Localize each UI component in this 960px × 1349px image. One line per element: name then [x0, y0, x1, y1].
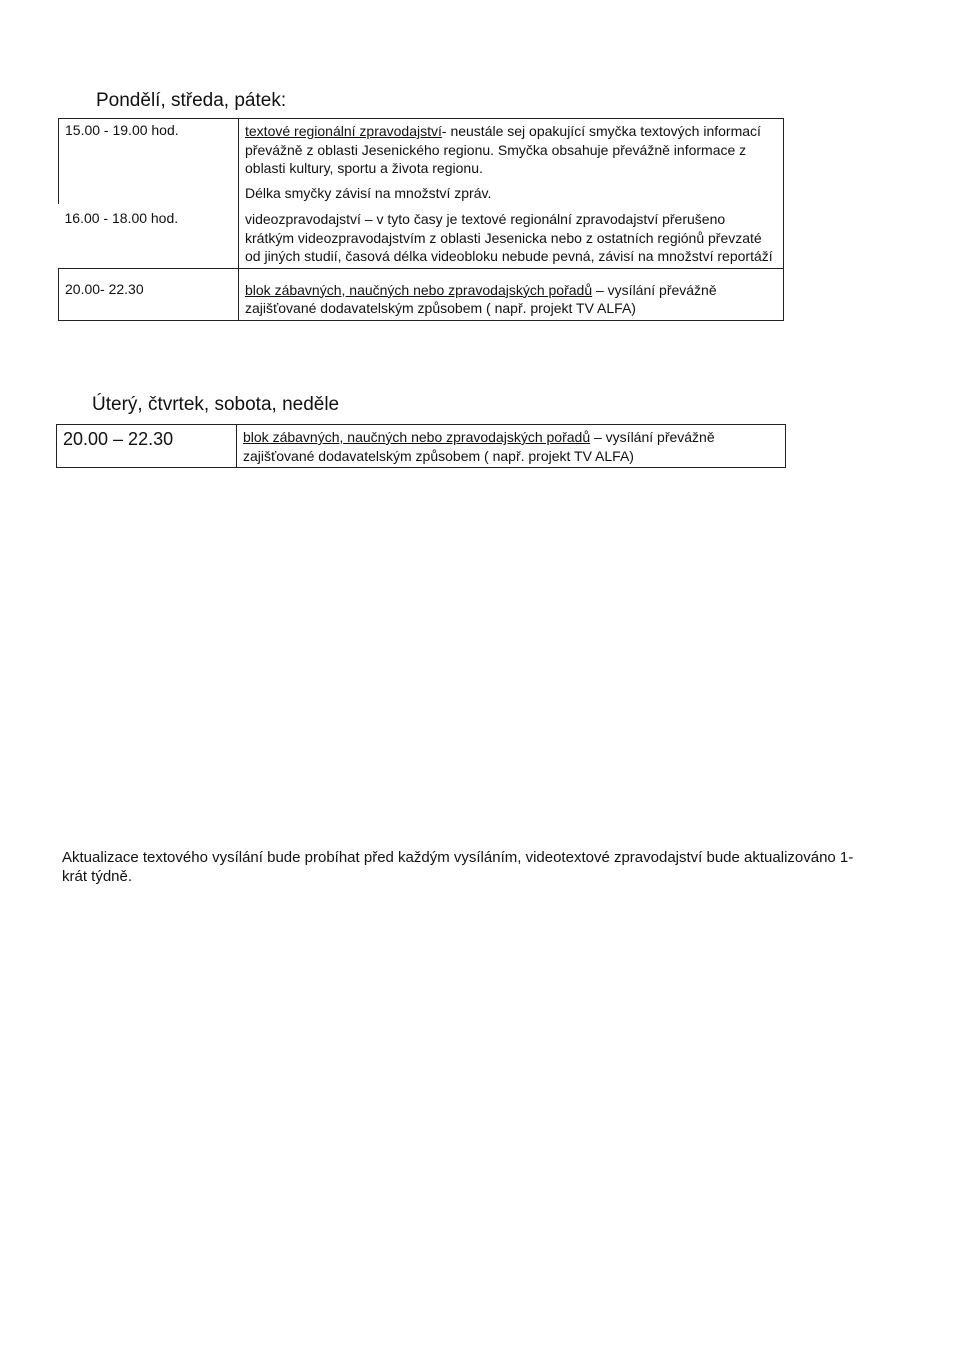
- row-title: blok zábavných, naučných nebo zpravodajských pořadů: [243, 429, 591, 445]
- weekend-schedule-table: [56, 424, 786, 468]
- table-row: [59, 204, 784, 268]
- weekdays-schedule-table: [58, 118, 784, 321]
- table-row: [59, 268, 784, 320]
- row-time: 20.00 – 22.30: [57, 425, 237, 468]
- heading-weekend: Úterý, čtvrtek, sobota, neděle: [92, 394, 340, 415]
- row-title: textové regionální zpravodajství: [245, 123, 442, 139]
- row-time: 20.00- 22.30: [59, 268, 239, 320]
- table-row: [59, 119, 784, 205]
- row-text: – vysílání převážně zajišťované dodavatelským způsobem ( např. projekt TV ALFA): [243, 429, 715, 464]
- row-text: – vysílání převážně zajišťované dodavatelským způsobem ( např. projekt TV ALFA): [245, 281, 717, 316]
- row-text: - neustále sej opakující smyčka textových informací převážně z oblasti Jesenického regionu. Smyčka obsahuje převážně informace z oblasti kultury, sportu a života regionu.: [245, 123, 761, 176]
- row-title: blok zábavných, naučných nebo zpravodajských pořadů: [245, 281, 593, 298]
- row-description: [237, 425, 786, 468]
- row-text: videozpravodajství – v tyto časy je textové regionální zpravodajství přerušeno krátkým videozpravodajstvím z oblasti Jesenicka nebo z ostatních regiónů převzaté od jiných studií, časová délka videobloku nebude pevná, závisí na množství reportáží: [245, 211, 773, 264]
- row-description: [239, 119, 784, 205]
- footer-note: Aktualizace textového vysílání bude probíhat před každým vysíláním, videotextové zpravodajství bude aktualizováno 1-krát týdně.: [62, 849, 854, 885]
- row-extra: Délka smyčky závisí na množství zpráv.: [245, 184, 492, 201]
- heading-weekdays: Pondělí, středa, pátek:: [96, 90, 287, 111]
- row-description: [239, 268, 784, 320]
- row-time: 15.00 - 19.00 hod.: [59, 119, 239, 205]
- table-row: [57, 425, 786, 468]
- row-time: 16.00 - 18.00 hod.: [59, 204, 239, 268]
- row-description: [239, 204, 784, 268]
